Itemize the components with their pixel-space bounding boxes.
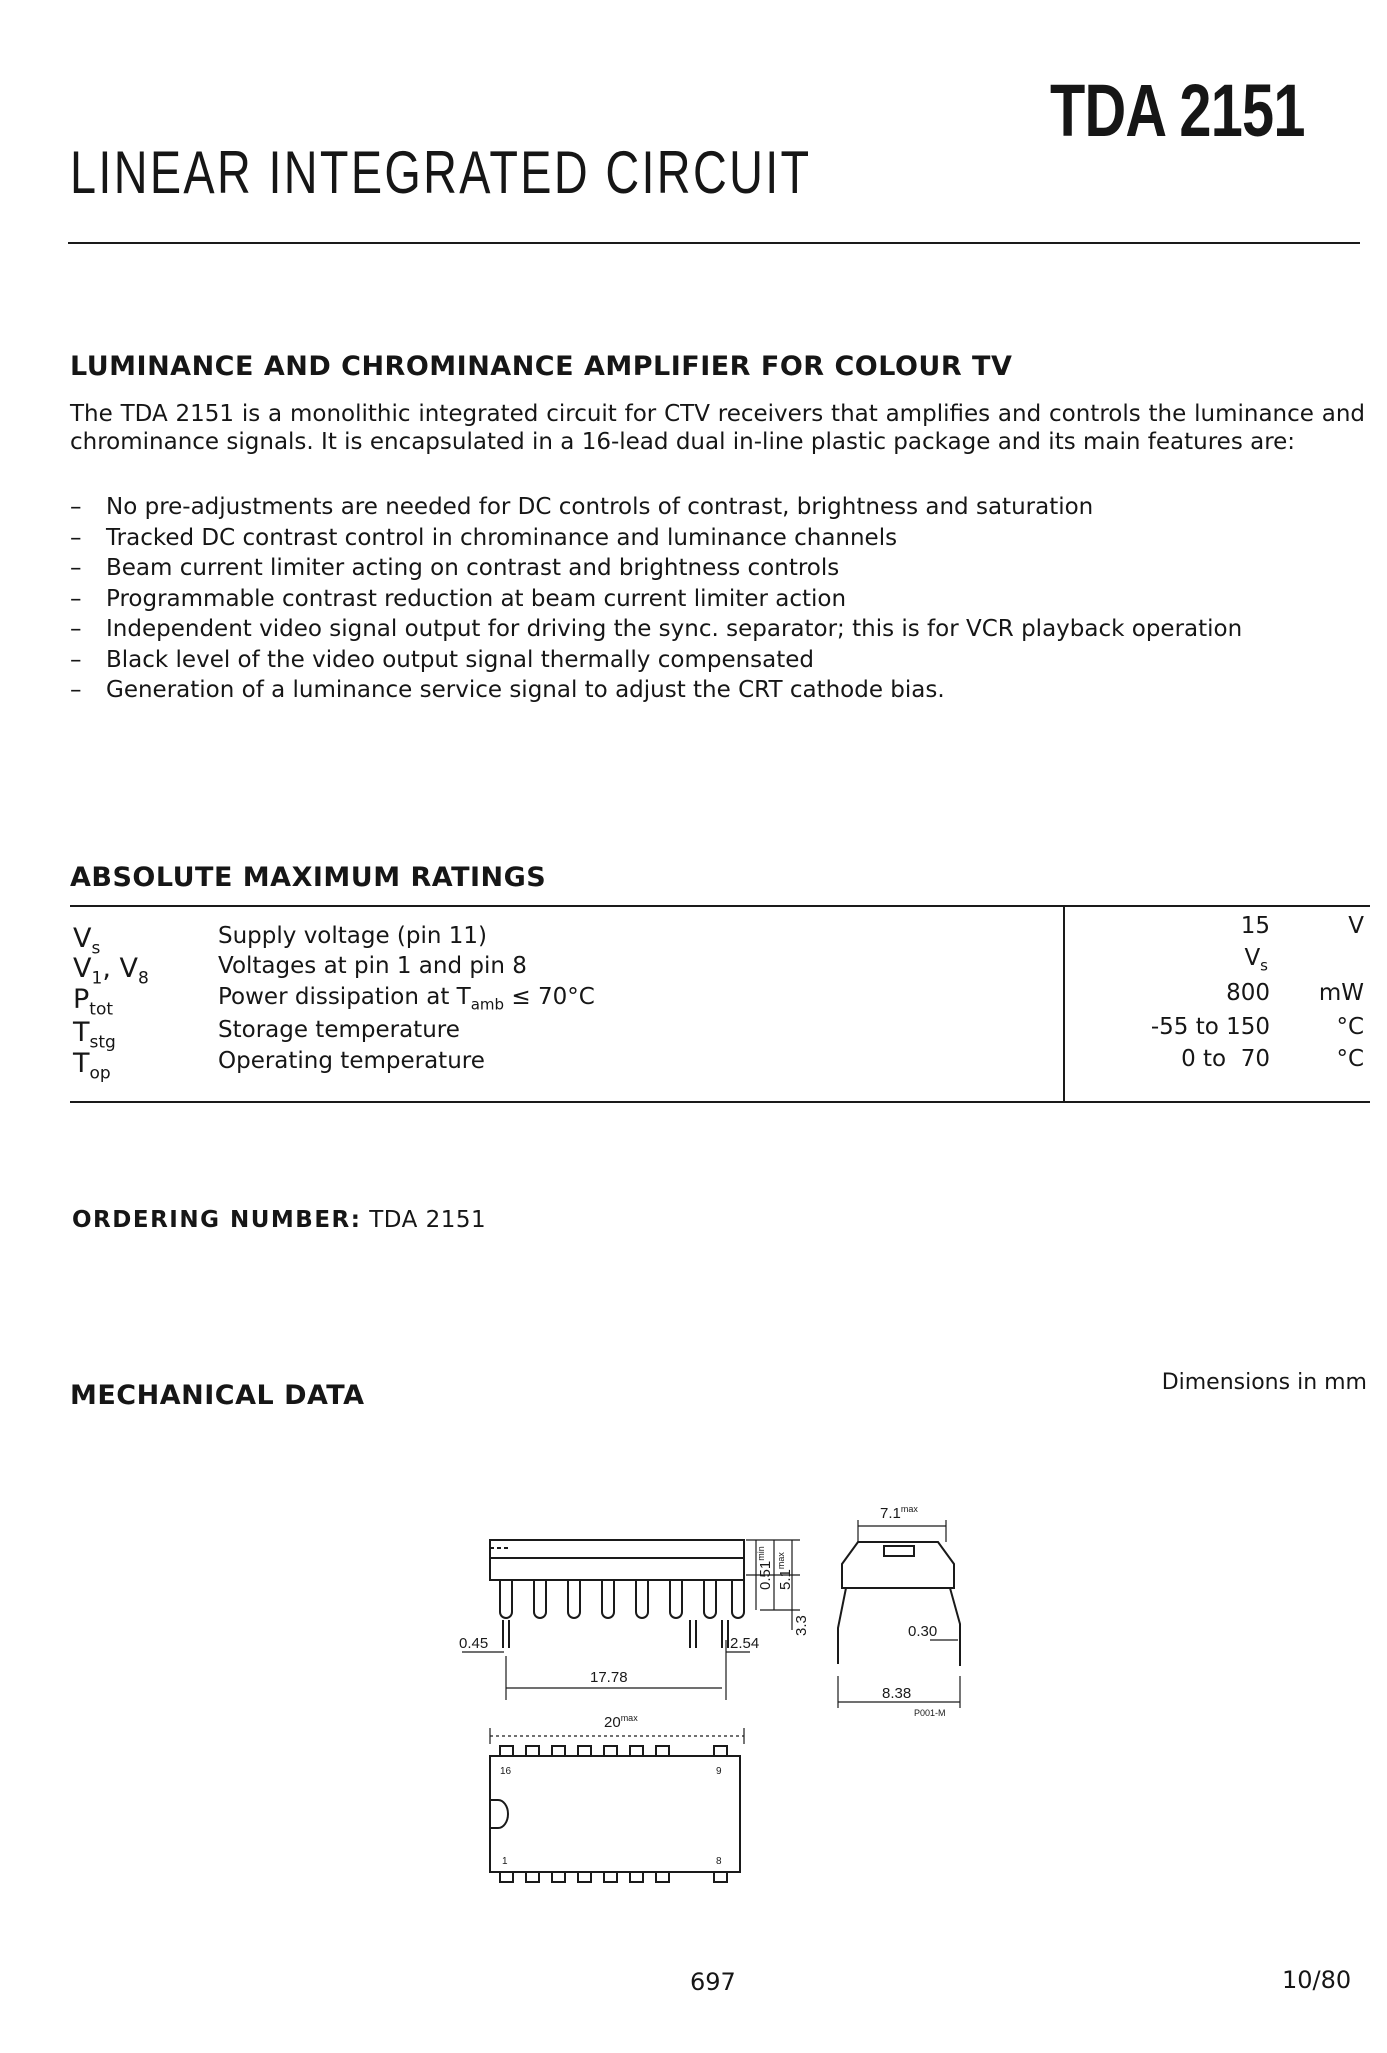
rating-row-pin-voltages xyxy=(70,945,1370,989)
rating-row-storage xyxy=(70,1014,1370,1053)
part-number: TDA 2151 xyxy=(1050,69,1305,152)
feature-list xyxy=(70,492,1242,706)
symbol: $T_{stg}$ xyxy=(73,1017,116,1053)
feature-text: Tracked DC contrast control in chrominance and luminance channels xyxy=(106,524,898,551)
end-view-notch xyxy=(884,1546,914,1556)
unit: °C xyxy=(1336,1046,1364,1072)
dash-bullet: – xyxy=(70,494,82,520)
product-title: LUMINANCE AND CHROMINANCE AMPLIFIER FOR COLOUR TV xyxy=(70,351,1013,382)
product-intro: The TDA 2151 is a monolithic integrated circuit for CTV receivers that amplifies and controls the luminance and chrominance signals. It is encapsulated in a 16-lead dual in-line plastic package and its main features are: xyxy=(70,401,1365,455)
feature-text: Programmable contrast reduction at beam current limiter action xyxy=(106,585,847,612)
side-view-dimension-lines xyxy=(462,1540,800,1700)
dash-bullet: – xyxy=(70,646,82,673)
top-view-body xyxy=(490,1756,740,1872)
document-type-title: LINEAR INTEGRATED CIRCUIT xyxy=(70,139,812,206)
ordering-number xyxy=(72,1207,486,1233)
ordering-value: TDA 2151 xyxy=(369,1207,487,1233)
feature-text: Generation of a luminance service signal to adjust the CRT cathode bias. xyxy=(106,677,945,703)
ratings-top-rule xyxy=(70,905,1370,907)
pin-8-label: 8 xyxy=(716,1856,722,1867)
side-view-leads xyxy=(500,1580,744,1648)
top-view-pins xyxy=(500,1746,727,1882)
ratings-bottom-rule xyxy=(70,1101,1370,1103)
symbol: $V_1$, $V_8$ xyxy=(73,953,149,989)
end-view-leads xyxy=(838,1588,960,1666)
parameter: Operating temperature xyxy=(218,1048,485,1074)
side-view-body xyxy=(490,1540,744,1580)
revision-date: 10/80 xyxy=(1282,1966,1352,1994)
ratings-table xyxy=(70,905,1370,1127)
dash-bullet: – xyxy=(70,555,82,581)
dash-bullet: – xyxy=(70,616,82,642)
dash-bullet: – xyxy=(70,524,82,551)
feature-text: Beam current limiter acting on contrast and brightness controls xyxy=(106,555,840,581)
dim-pitch: 2.54 xyxy=(730,1635,760,1652)
parameter: Supply voltage (pin 11) xyxy=(218,923,488,949)
parameter: Voltages at pin 1 and pin 8 xyxy=(218,953,527,979)
value: $V_s$ xyxy=(1244,945,1268,975)
dim-lead-thickness: 0.30 xyxy=(908,1623,938,1640)
mechanical-title: MECHANICAL DATA xyxy=(70,1380,365,1411)
rating-row-operating xyxy=(70,1046,1370,1084)
parameter: Storage temperature xyxy=(218,1017,460,1043)
feature-text: Black level of the video output signal thermally compensated xyxy=(106,646,815,673)
feature-item xyxy=(70,614,1242,645)
feature-item xyxy=(70,492,1242,523)
value: 0 to 70 xyxy=(1181,1046,1270,1072)
rating-row-supply xyxy=(70,913,1370,959)
dim-lead-length: 3.3 xyxy=(793,1615,810,1636)
dash-bullet: – xyxy=(70,585,82,612)
header-divider xyxy=(68,242,1360,244)
value: 15 xyxy=(1240,913,1270,939)
unit: °C xyxy=(1336,1014,1364,1040)
symbol: $V_s$ xyxy=(73,923,101,959)
feature-item xyxy=(70,553,1242,584)
pin1-notch xyxy=(490,1800,508,1828)
dim-package-length: $20^{max}$ xyxy=(604,1713,638,1731)
pin-16-label: 16 xyxy=(500,1766,512,1777)
feature-item xyxy=(70,675,1242,706)
value: 800 xyxy=(1226,980,1270,1006)
parameter: Power dissipation at $T_{amb} \le 70^\circ C$ xyxy=(218,984,595,1014)
dim-row-spacing: 8.38 xyxy=(882,1685,912,1702)
dim-lead-width: 0.45 xyxy=(459,1635,489,1652)
drawing-code: P001-M xyxy=(914,1708,946,1718)
dimensions-note: Dimensions in mm xyxy=(1161,1370,1367,1395)
pin-1-label: 1 xyxy=(502,1856,508,1867)
rating-row-power xyxy=(70,980,1370,1020)
dim-pin-span: 17.78 xyxy=(590,1669,628,1686)
package-outline-drawing xyxy=(440,1490,1000,2040)
value: -55 to 150 xyxy=(1150,1014,1270,1040)
unit: mW xyxy=(1318,980,1364,1006)
pin-9-label: 9 xyxy=(716,1766,722,1777)
feature-text: No pre-adjustments are needed for DC controls of contrast, brightness and saturation xyxy=(106,494,1094,520)
dim-body-width: $7.1^{max}$ xyxy=(880,1504,918,1522)
feature-item xyxy=(70,584,1242,615)
dim-body-height: $5.1^{max}$ xyxy=(776,1552,794,1590)
symbol: $T_{op}$ xyxy=(73,1048,111,1084)
ordering-label: ORDERING NUMBER: xyxy=(72,1207,362,1233)
dim-standoff: $0.51^{min}$ xyxy=(756,1546,774,1590)
ratings-title: ABSOLUTE MAXIMUM RATINGS xyxy=(70,862,547,893)
end-view-body xyxy=(842,1542,954,1588)
unit: V xyxy=(1348,913,1364,939)
feature-item xyxy=(70,523,1242,554)
page-number: 697 xyxy=(690,1968,736,1996)
symbol: $P_{tot}$ xyxy=(73,984,114,1020)
feature-item xyxy=(70,645,1242,676)
dash-bullet: – xyxy=(70,677,82,703)
feature-text: Independent video signal output for driving the sync. separator; this is for VCR playback operation xyxy=(106,616,1243,642)
